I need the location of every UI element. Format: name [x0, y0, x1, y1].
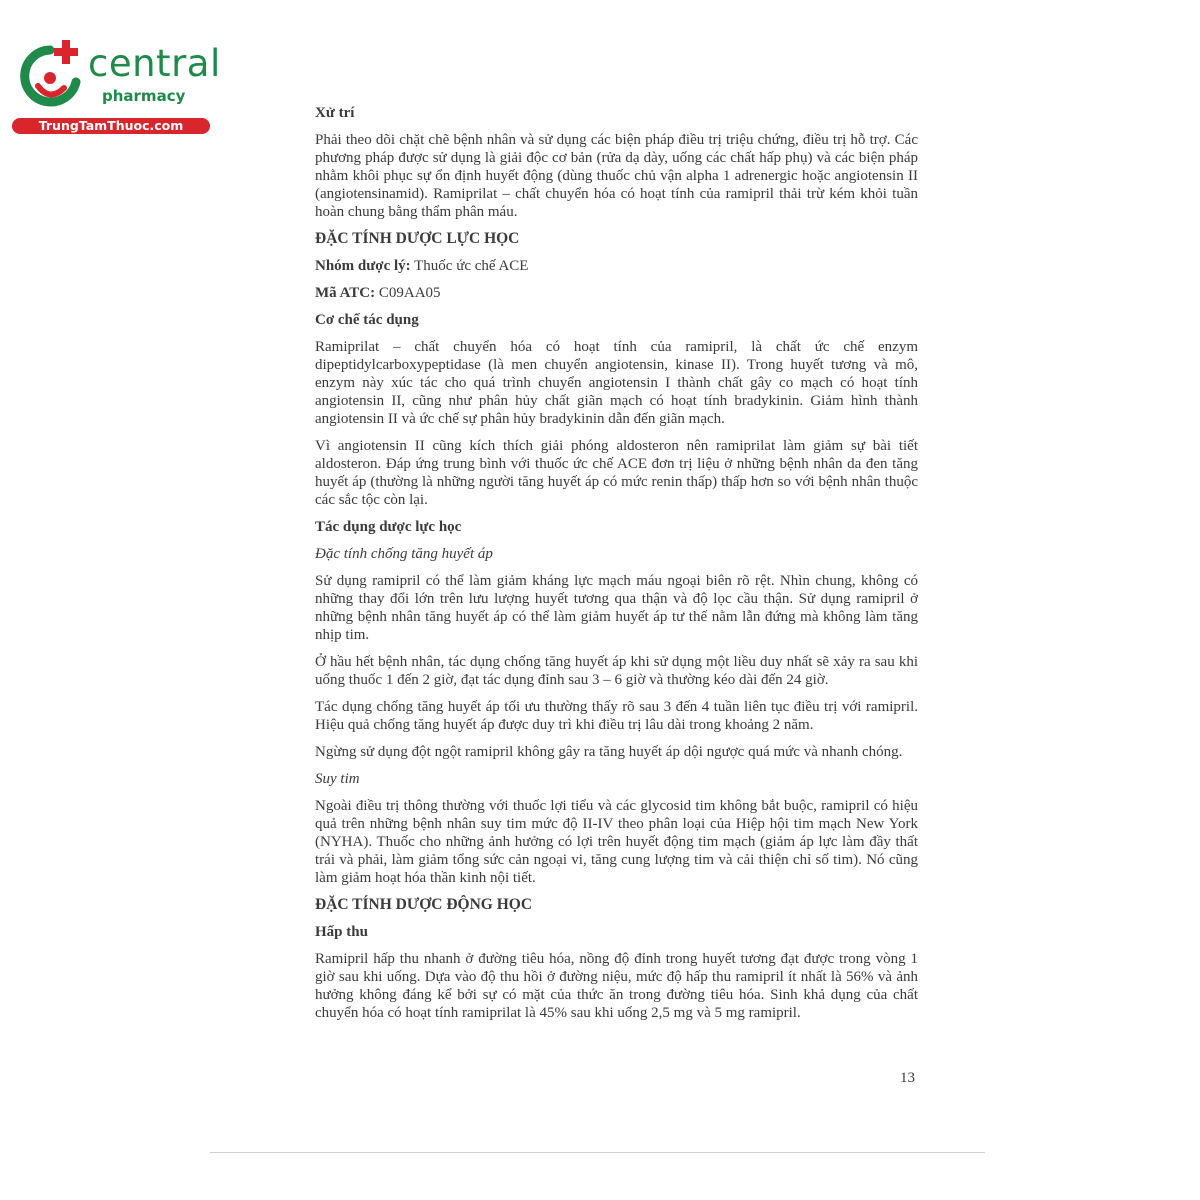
- section-title-mechanism: Cơ chế tác dụng: [315, 312, 419, 328]
- atc-value: C09AA05: [375, 285, 441, 301]
- brand-logo: [10, 38, 220, 138]
- section-title-effects: Tác dụng dược lực học: [315, 519, 462, 535]
- paragraph: Ngừng sử dụng đột ngột ramipril không gây ra tăng huyết áp dội ngược quá mức và nhanh chóng.: [315, 744, 903, 760]
- document-body: [315, 104, 918, 1031]
- heading-pharmacokinetics: ĐẶC TÍNH DƯỢC ĐỘNG HỌC: [315, 896, 533, 913]
- paragraph: Vì angiotensin II cũng kích thích giải phóng aldosteron nên ramiprilat làm giảm sự bài tiết aldosteron. Đáp ứng trung bình với thuốc ức chế ACE đơn trị liệu ở những bệnh nhân da đen tăng huyết áp (thường là những người tăng huyết áp có mức renin thấp) thấp hơn so với bệnh nhân thuộc các sắc tộc còn lại.: [315, 438, 918, 508]
- heading-pharmacodynamics: ĐẶC TÍNH DƯỢC LỰC HỌC: [315, 230, 520, 247]
- pharmacy-cross-icon: [10, 38, 90, 118]
- paragraph: Ramipril hấp thu nhanh ở đường tiêu hóa, nồng độ đỉnh trong huyết tương đạt được trong vòng 1 giờ sau khi uống. Dựa vào độ thu hồi ở đường niệu, mức độ hấp thu ramipril ít nhất là 56% và ảnh hưởng không đáng kể bởi sự có mặt của thức ăn trong đường tiêu hóa. Sinh khả dụng của chất chuyển hóa có hoạt tính ramiprilat là 45% sau khi uống 2,5 mg và 5 mg ramipril.: [315, 951, 918, 1021]
- brand-website: TrungTamThuoc.com: [12, 118, 210, 134]
- paragraph: Sử dụng ramipril có thể làm giảm kháng lực mạch máu ngoại biên rõ rệt. Nhìn chung, không có những thay đổi lớn trên lưu lượng huyết tương qua thận và độ lọc cầu thận. Sử dụng ramipril ở những bệnh nhân tăng huyết áp có thể làm giảm huyết áp tư thế nằm lẫn đứng mà không làm tăng nhịp tim.: [315, 573, 918, 643]
- paragraph: Tác dụng chống tăng huyết áp tối ưu thường thấy rõ sau 3 đến 4 tuần liên tục điều trị với ramipril. Hiệu quả chống tăng huyết áp được duy trì khi điều trị lâu dài trong khoảng 2 năm.: [315, 699, 918, 733]
- section-title-xu-tri: Xử trí: [315, 105, 355, 121]
- atc-code: [315, 284, 918, 302]
- paragraph: Ngoài điều trị thông thường với thuốc lợi tiểu và các glycosid tim không bắt buộc, ramipril có hiệu quả trên những bệnh nhân suy tim mức độ II-IV theo phân loại của Hiệp hội tim mạch New York (NYHA). Thuốc cho những ảnh hưởng có lợi trên huyết động tim mạch (giảm áp lực làm đầy thất trái và phải, làm giảm tổng sức cản ngoại vi, tăng cung lượng tim và cải thiện chỉ số tim). Nó cũng làm giảm hoạt hóa thần kinh nội tiết.: [315, 798, 918, 886]
- brand-name: central: [88, 42, 221, 85]
- subsection-antihypertensive: Đặc tính chống tăng huyết áp: [315, 546, 493, 562]
- pharmacologic-group: [315, 257, 918, 275]
- brand-subtitle: pharmacy: [102, 87, 186, 105]
- page-number: 13: [900, 1070, 915, 1086]
- subsection-heart-failure: Suy tim: [315, 771, 360, 787]
- group-label: Nhóm dược lý:: [315, 258, 411, 274]
- group-value: Thuốc ức chế ACE: [410, 258, 529, 274]
- divider: [210, 1152, 985, 1153]
- paragraph: Ramiprilat – chất chuyển hóa có hoạt tính của ramipril, là chất ức chế enzym dipeptidylcarboxypeptidase (là men chuyển angiotensin, kinase II). Trong huyết tương và mô, enzym này xúc tác cho quá trình chuyển angiotensin I thành chất gây co mạch có hoạt tính angiotensin II, cũng như phân hủy chất giãn mạch có hoạt tính bradykinin. Giảm hình thành angiotensin II và ức chế sự phân hủy bradykinin dẫn đến giãn mạch.: [315, 339, 918, 427]
- paragraph: Phải theo dõi chặt chẽ bệnh nhân và sử dụng các biện pháp điều trị triệu chứng, điều trị hỗ trợ. Các phương pháp được sử dụng là giải độc cơ bản (rửa dạ dày, uống các chất hấp phụ) và các biện pháp nhằm khôi phục sự ổn định huyết động (dùng thuốc chủ vận alpha 1 adrenergic hoặc angiotensin II (angiotensinamid). Ramiprilat – chất chuyển hóa có hoạt tính của ramipril thải trừ kém khỏi tuần hoàn chung bằng thẩm phân máu.: [315, 132, 918, 220]
- atc-label: Mã ATC:: [315, 285, 376, 301]
- section-title-absorption: Hấp thu: [315, 924, 368, 940]
- paragraph: Ở hầu hết bệnh nhân, tác dụng chống tăng huyết áp khi sử dụng một liều duy nhất sẽ xảy ra sau khi uống thuốc 1 đến 2 giờ, đạt tác dụng đỉnh sau 3 – 6 giờ và thường kéo dài đến 24 giờ.: [315, 654, 918, 688]
